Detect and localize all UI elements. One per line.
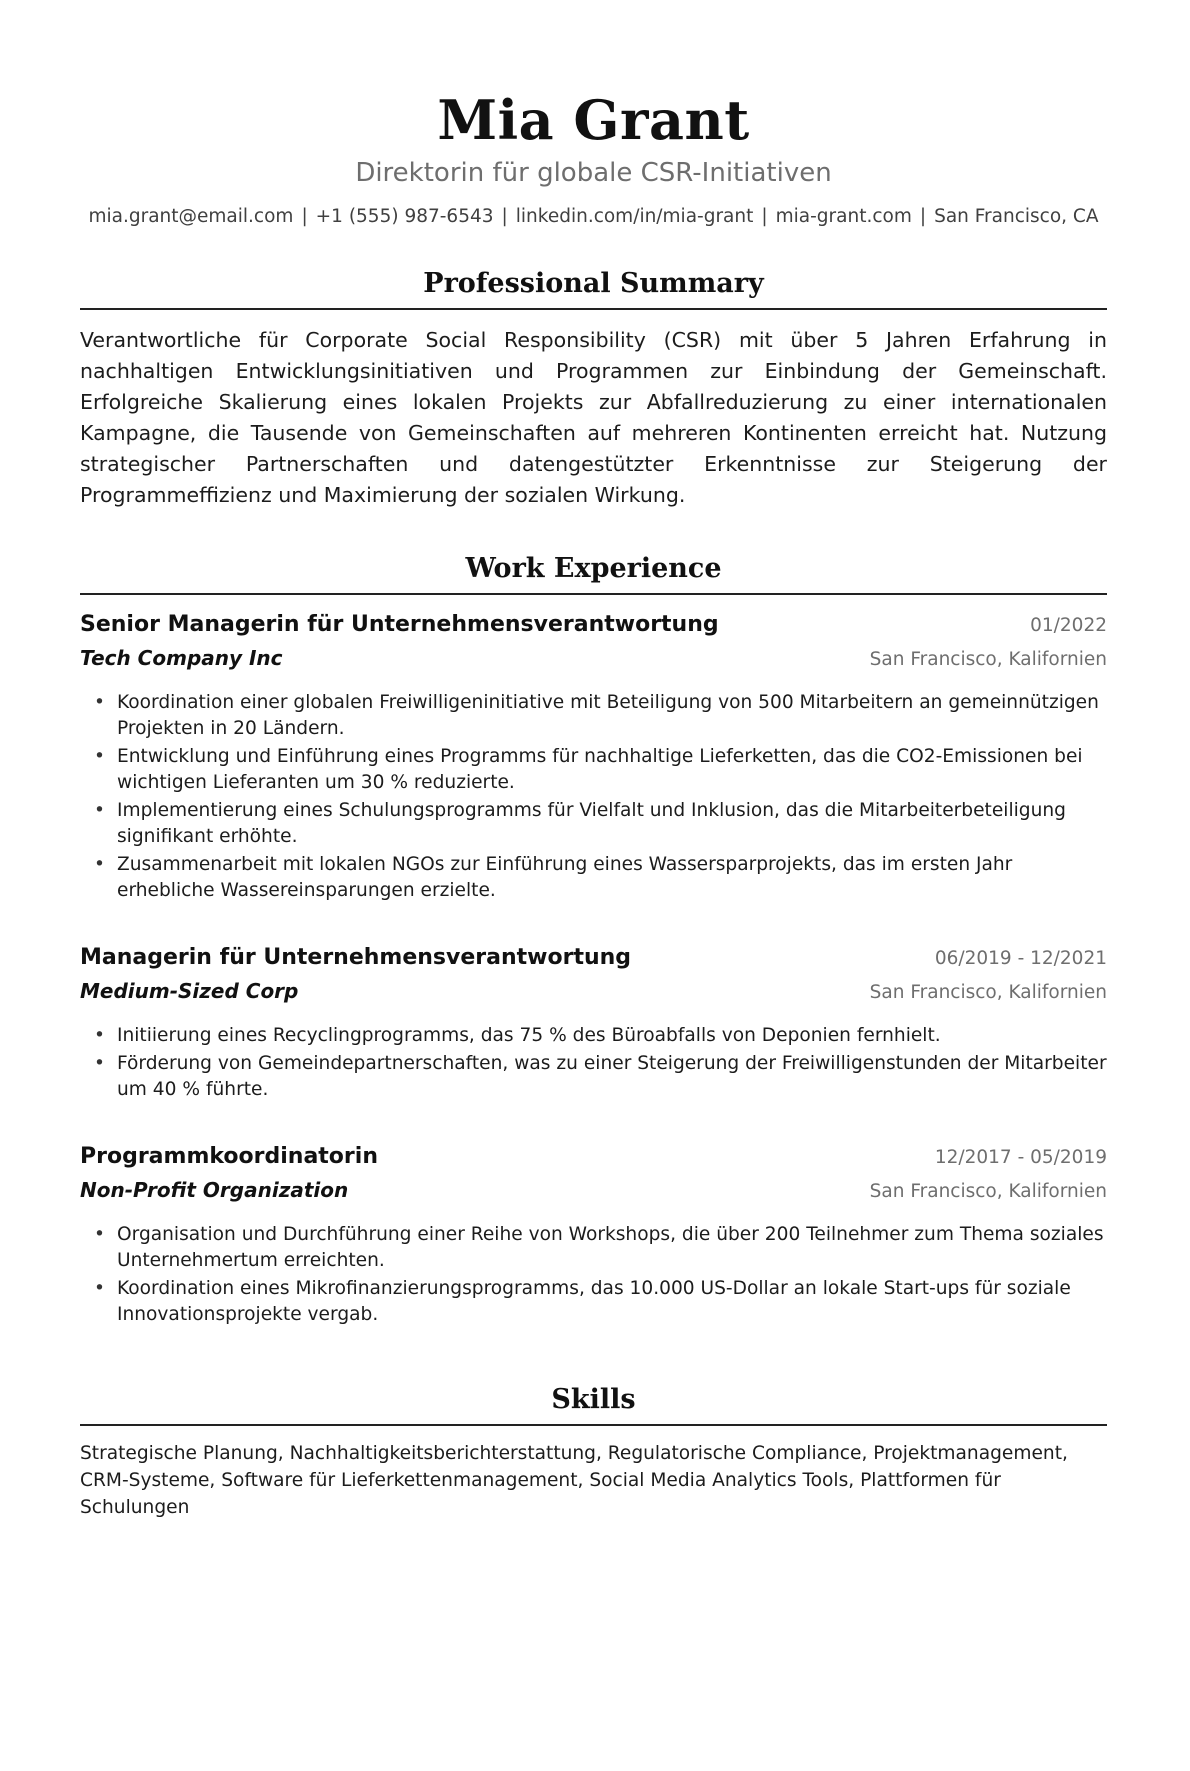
section-title-summary: Professional Summary bbox=[80, 266, 1107, 310]
contact-linkedin[interactable]: linkedin.com/in/mia-grant bbox=[515, 206, 754, 227]
job-bullet: • Implementierung eines Schulungsprogramms für Vielfalt und Inklusion, das die Mitarbeiterbeteiligung signifikant erhöhte. bbox=[80, 798, 1107, 850]
skills-text: Strategische Planung, Nachhaltigkeitsberichterstattung, Regulatorische Compliance, Projektmanagement, CRM-Systeme, Software für Lieferkettenmanagement, Social Media Analytics Tools, Plattformen für Schulungen bbox=[80, 1443, 1068, 1518]
job-bullet: • Koordination einer globalen Freiwilligeninitiative mit Beteiligung von 500 Mitarbeitern an gemeinnützigen Projekten in 20 Ländern. bbox=[80, 690, 1107, 742]
job-company-row bbox=[80, 642, 1107, 676]
job-header-row bbox=[80, 609, 1107, 642]
job-title: Senior Managerin für Unternehmensverantwortung bbox=[80, 612, 719, 637]
job-location: San Francisco, Kalifornien bbox=[869, 982, 1107, 1003]
job-bullet: • Zusammenarbeit mit lokalen NGOs zur Einführung eines Wassersparprojekts, das im ersten Jahr erhebliche Wassereinsparungen erzielte. bbox=[80, 852, 1107, 904]
contact-separator: | bbox=[761, 206, 768, 227]
contact-line bbox=[80, 204, 1107, 230]
job-company: Tech Company Inc bbox=[80, 646, 283, 670]
job-entry bbox=[80, 609, 1107, 904]
job-company: Medium-Sized Corp bbox=[80, 979, 299, 1003]
job-bullet-list bbox=[80, 1023, 1107, 1103]
job-location: San Francisco, Kalifornien bbox=[869, 649, 1107, 670]
job-bullet-list bbox=[80, 1222, 1107, 1328]
candidate-name: Mia Grant bbox=[437, 88, 750, 152]
contact-website[interactable]: mia-grant.com bbox=[775, 206, 912, 227]
job-date: 06/2019 - 12/2021 bbox=[934, 948, 1107, 969]
job-bullet-list bbox=[80, 690, 1107, 904]
candidate-headline: Direktorin für globale CSR-Initiativen bbox=[355, 158, 832, 188]
section-title-skills: Skills bbox=[80, 1382, 1107, 1426]
summary-text: Verantwortliche für Corporate Social Responsibility (CSR) mit über 5 Jahren Erfahrung in nachhaltigen Entwicklungsinitiativen und Programmen zur Einbindung der Gemeinschaft. Erfolgreiche Skalierung eines lokalen Projekts zur Abfallreduzierung zu einer internationalen Kampagne, die Tausende von Gemeinschaften auf mehreren Kontinenten erreicht hat. Nutzung strategischer Partnerschaften und datengestützter Erkenntnisse zur Steigerung der Programmeffizienz und Maximierung der sozialen Wirkung. bbox=[80, 328, 1107, 507]
job-company: Non-Profit Organization bbox=[80, 1178, 349, 1202]
contact-phone[interactable]: +1 (555) 987-6543 bbox=[315, 206, 494, 227]
contact-location: San Francisco, CA bbox=[934, 206, 1099, 227]
contact-separator: | bbox=[501, 206, 508, 227]
job-entry bbox=[80, 1141, 1107, 1328]
job-company-row bbox=[80, 1174, 1107, 1208]
job-title: Managerin für Unternehmensverantwortung bbox=[80, 945, 632, 970]
job-date: 12/2017 - 05/2019 bbox=[934, 1147, 1107, 1168]
job-bullet: • Koordination eines Mikrofinanzierungsprogramms, das 10.000 US-Dollar an lokale Start-ups für soziale Innovationsprojekte vergab. bbox=[80, 1276, 1107, 1328]
job-bullet: • Initiierung eines Recyclingprogramms, das 75 % des Büroabfalls von Deponien fernhielt. bbox=[80, 1023, 1107, 1049]
contact-separator: | bbox=[301, 206, 308, 227]
job-title: Programmkoordinatorin bbox=[80, 1144, 378, 1169]
contact-email[interactable]: mia.grant@email.com bbox=[88, 206, 294, 227]
job-header-row bbox=[80, 1141, 1107, 1174]
job-bullet: • Förderung von Gemeindepartnerschaften, was zu einer Steigerung der Freiwilligenstunden der Mitarbeiter um 40 % führte. bbox=[80, 1051, 1107, 1103]
job-bullet: • Organisation und Durchführung einer Reihe von Workshops, die über 200 Teilnehmer zum Thema soziales Unternehmertum erreichten. bbox=[80, 1222, 1107, 1274]
job-company-row bbox=[80, 975, 1107, 1009]
job-location: San Francisco, Kalifornien bbox=[869, 1181, 1107, 1202]
resume-page bbox=[0, 88, 1190, 1771]
section-title-work-experience: Work Experience bbox=[80, 551, 1107, 595]
job-date: 01/2022 bbox=[1030, 615, 1107, 636]
job-entry bbox=[80, 942, 1107, 1103]
contact-separator: | bbox=[919, 206, 927, 227]
job-header-row bbox=[80, 942, 1107, 975]
job-bullet: • Entwicklung und Einführung eines Programms für nachhaltige Lieferketten, das die CO2-Emissionen bei wichtigen Lieferanten um 30 % reduzierte. bbox=[80, 744, 1107, 796]
